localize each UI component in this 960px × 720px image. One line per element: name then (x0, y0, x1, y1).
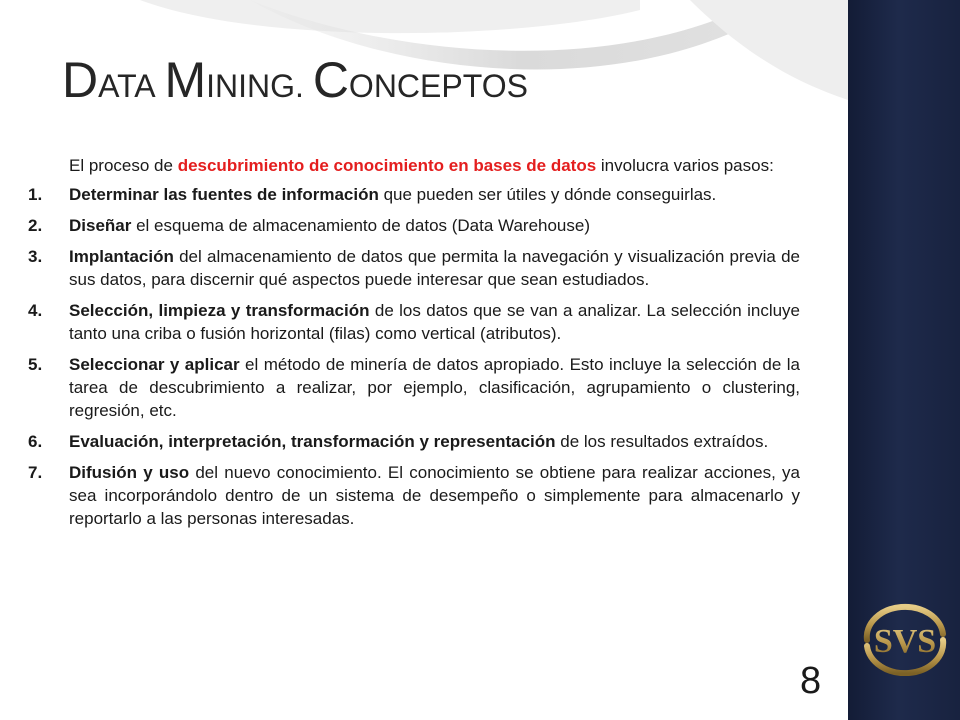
step-lead: Difusión y uso (69, 463, 190, 482)
title-rest: ATA (98, 68, 156, 104)
step-item (28, 183, 800, 206)
title-initial: D (62, 52, 99, 108)
svs-logo (853, 600, 957, 676)
intro-text: involucra varios pasos: (596, 156, 774, 175)
step-number: 4. (28, 301, 43, 320)
step-lead: Selección, limpieza y transformación (69, 301, 370, 320)
step-number: 5. (28, 355, 43, 374)
step-item (28, 430, 800, 453)
step-lead: Evaluación, interpretación, transformación y representación (69, 432, 556, 451)
step-lead: Diseñar (69, 216, 132, 235)
step-text: el esquema de almacenamiento de datos (Data Warehouse) (131, 216, 591, 235)
slide-title (62, 52, 528, 108)
intro-highlight: descubrimiento de conocimiento en bases de datos (177, 156, 597, 175)
step-text: de los resultados extraídos. (555, 432, 769, 451)
step-number: 3. (28, 247, 43, 266)
step-lead: Determinar las fuentes de información (69, 185, 379, 204)
logo-text: SVS (873, 623, 937, 660)
step-item (28, 299, 800, 345)
step-item (28, 214, 800, 237)
step-item (28, 353, 800, 422)
step-lead: Implantación (69, 247, 174, 266)
title-rest: ONCEPTOS (348, 68, 528, 104)
step-item (28, 461, 800, 530)
step-text: el método de minería de datos apropiado. Esto incluye la selección de la tarea de descubrimiento a realizar, por ejemplo, clasificación, agrupamiento o clustering, regresión, etc. (69, 355, 800, 420)
step-lead: Seleccionar y aplicar (69, 355, 240, 374)
step-number: 6. (28, 432, 43, 451)
step-text: del nuevo conocimiento. El conocimiento se obtiene para realizar acciones, ya sea incorporándolo dentro de un sistema de desempeño o simplemente para almacenarlo y reportarlo a las personas interesadas. (69, 463, 800, 528)
title-initial: C (312, 52, 349, 108)
page-number: 8 (800, 660, 822, 702)
step-text: que pueden ser útiles y dónde conseguirlas. (378, 185, 717, 204)
step-number: 2. (28, 216, 43, 235)
slide-body (28, 154, 800, 538)
intro-paragraph (28, 154, 800, 177)
step-item (28, 245, 800, 291)
steps-list (28, 183, 800, 530)
step-number: 1. (28, 185, 43, 204)
step-text: de los datos que se van a analizar. La selección incluye tanto una criba o fusión horizontal (filas) como vertical (atributos). (69, 301, 801, 343)
title-initial: M (164, 52, 207, 108)
step-text: del almacenamiento de datos que permita la navegación y visualización previa de sus datos, para discernir qué aspectos puede interesar que sean estudiados. (69, 247, 800, 289)
intro-text: El proceso de (69, 156, 178, 175)
title-rest: INING. (206, 68, 304, 104)
step-number: 7. (28, 463, 43, 482)
